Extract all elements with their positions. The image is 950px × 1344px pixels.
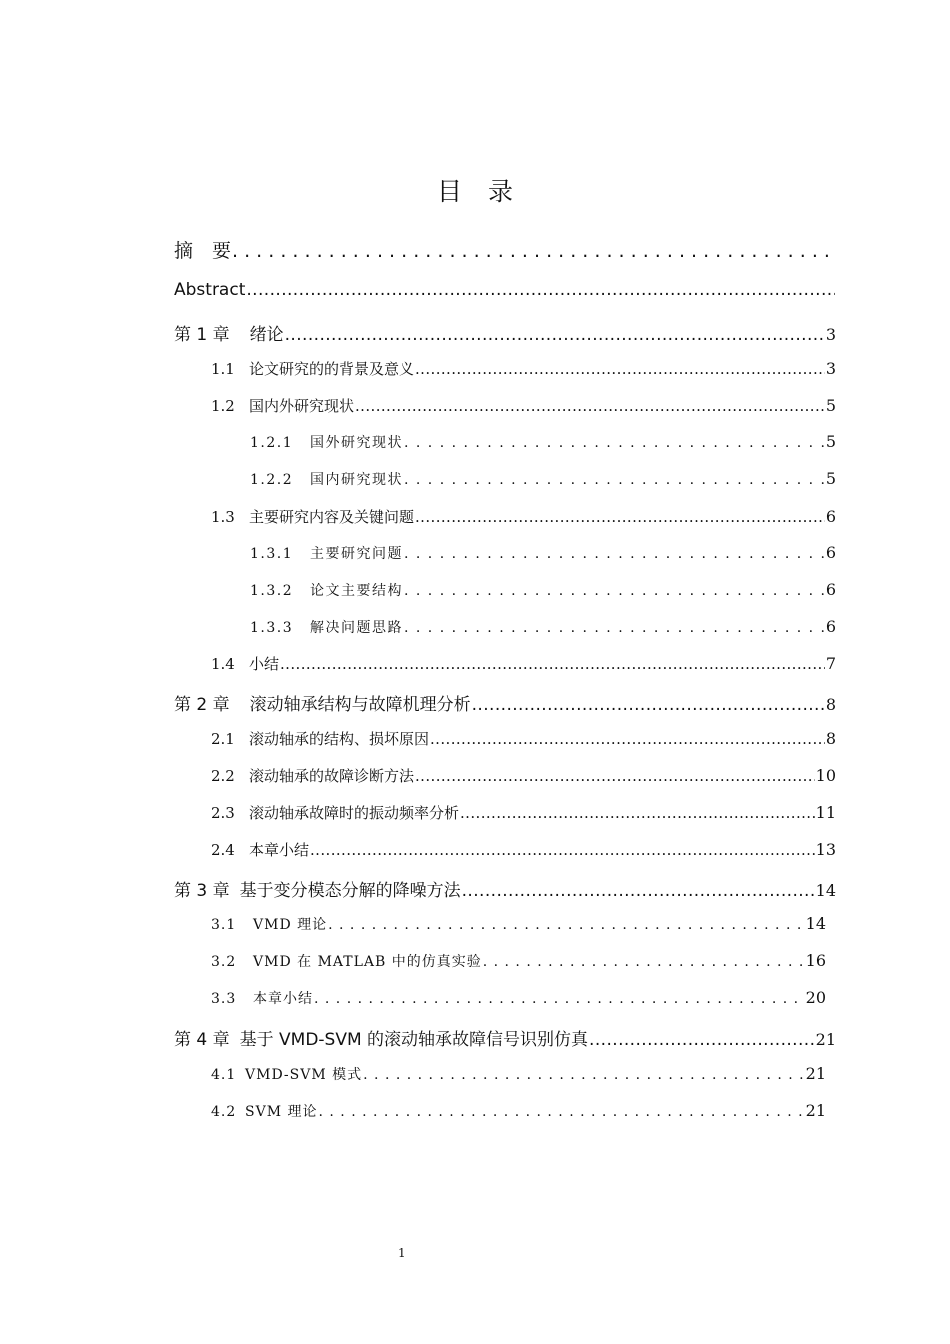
section-number: 4.1 <box>211 1067 237 1083</box>
subsection-title: 论文主要结构 <box>310 583 403 599</box>
section-number: 1.3 <box>211 508 235 526</box>
toc-entry-page: 21 <box>815 1030 836 1049</box>
toc-entry-page: 3 <box>825 325 836 344</box>
toc-entry-page: 6 <box>825 580 836 599</box>
toc-entry-page: 8 <box>825 729 836 748</box>
section-number: 2.2 <box>211 767 235 785</box>
dot-leader <box>404 435 825 451</box>
toc-entry-chapter-2[interactable] <box>174 690 836 715</box>
toc-entry-chapter-1[interactable] <box>174 320 836 345</box>
dot-leader <box>319 1104 805 1120</box>
chapter-number: 第 2 章 <box>174 695 230 715</box>
toc-entry-3-2[interactable] <box>211 951 826 971</box>
toc-entry-page: 6 <box>825 507 836 526</box>
toc-entry-page: 3 <box>825 359 836 378</box>
dot-leader <box>483 954 805 970</box>
dot-leader <box>472 695 825 715</box>
subsection-number: 1.3.1 <box>250 546 294 562</box>
section-number: 3.1 <box>211 917 237 933</box>
toc-entry-page: 16 <box>805 951 826 970</box>
section-title: VMD 理论 <box>253 917 328 933</box>
subsection-title: 主要研究问题 <box>310 546 403 562</box>
section-title: SVM 理论 <box>245 1104 318 1120</box>
toc-entry-3-1[interactable] <box>211 914 826 934</box>
toc-entry-1-3-2[interactable] <box>250 580 836 600</box>
section-title: 本章小结 <box>253 991 313 1007</box>
toc-entry-1-3[interactable] <box>211 506 836 527</box>
dot-leader <box>430 730 825 748</box>
section-title: 主要研究内容及关键问题 <box>249 508 415 526</box>
toc-entry-page: 21 <box>805 1064 826 1083</box>
chapter-title: 基于 VMD-SVM 的滚动轴承故障信号识别仿真 <box>239 1030 589 1050</box>
dot-leader <box>404 472 825 488</box>
toc-entry-page: 5 <box>825 396 836 415</box>
toc-entry-label: Abstract <box>174 280 246 300</box>
chapter-title: 基于变分模态分解的降噪方法 <box>239 881 461 901</box>
chapter-number: 第 1 章 <box>174 325 230 345</box>
toc-entry-3-3[interactable] <box>211 988 826 1008</box>
toc-entry-2-3[interactable] <box>211 802 836 823</box>
toc-entry-1-2-2[interactable] <box>250 469 836 489</box>
page-title-char-1: 目 <box>436 177 462 206</box>
section-number: 2.3 <box>211 804 235 822</box>
subsection-number: 1.3.2 <box>250 583 294 599</box>
subsection-number: 1.2.2 <box>250 472 294 488</box>
toc-entry-2-2[interactable] <box>211 765 836 786</box>
toc-entry-1-3-1[interactable] <box>250 543 836 563</box>
dot-leader <box>280 655 825 673</box>
toc-entry-abstract-en[interactable] <box>174 280 836 300</box>
subsection-number: 1.2.1 <box>250 435 294 451</box>
toc-entry-page: 20 <box>805 988 826 1007</box>
subsection-number: 1.3.3 <box>250 620 294 636</box>
toc-entry-2-4[interactable] <box>211 839 836 860</box>
toc-entry-page: 14 <box>805 914 826 933</box>
section-title: 本章小结 <box>249 841 310 859</box>
toc-entry-page: 10 <box>815 766 836 785</box>
toc-entry-page: 13 <box>815 840 836 859</box>
dot-leader <box>404 620 825 636</box>
subsection-title: 国外研究现状 <box>310 435 403 451</box>
toc-entry-page: 5 <box>825 469 836 488</box>
toc-entry-1-4[interactable] <box>211 653 836 674</box>
page-title-char-2: 录 <box>488 177 514 206</box>
dot-leader <box>415 767 815 785</box>
section-number: 1.1 <box>211 360 235 378</box>
toc-entry-page: 8 <box>825 695 836 714</box>
section-number: 1.2 <box>211 397 235 415</box>
toc-entry-page: 21 <box>805 1101 826 1120</box>
subsection-title: 国内研究现状 <box>310 472 403 488</box>
toc-entry-page: 6 <box>825 543 836 562</box>
dot-leader <box>314 991 805 1007</box>
dot-leader <box>404 583 825 599</box>
toc-entry-label: 摘 要 <box>174 240 232 262</box>
toc-entry-1-1[interactable] <box>211 358 836 379</box>
toc-entry-4-2[interactable] <box>211 1101 826 1121</box>
toc-entry-1-3-3[interactable] <box>250 617 836 637</box>
toc-entry-page: 7 <box>825 654 836 673</box>
dot-leader <box>285 325 825 345</box>
dot-leader <box>460 804 815 822</box>
section-number: 3.3 <box>211 991 237 1007</box>
toc-entry-4-1[interactable] <box>211 1064 826 1084</box>
dot-leader <box>462 881 815 901</box>
dot-leader <box>355 397 825 415</box>
section-number: 4.2 <box>211 1104 237 1120</box>
toc-entry-page: 14 <box>815 881 836 900</box>
toc-entry-page: 6 <box>825 617 836 636</box>
chapter-number: 第 3 章 <box>174 881 230 901</box>
section-number: 3.2 <box>211 954 237 970</box>
dot-leader <box>415 508 825 526</box>
dot-leader <box>310 841 815 859</box>
section-title: 小结 <box>249 655 280 673</box>
dot-leader <box>246 280 835 300</box>
section-title: 滚动轴承的结构、损坏原因 <box>249 730 430 748</box>
section-title: 论文研究的的背景及意义 <box>249 360 415 378</box>
section-title: VMD 在 MATLAB 中的仿真实验 <box>253 954 482 970</box>
section-title: 滚动轴承的故障诊断方法 <box>249 767 415 785</box>
toc-entry-1-2[interactable] <box>211 395 836 416</box>
dot-leader <box>404 546 825 562</box>
dot-leader <box>415 360 825 378</box>
section-title: 滚动轴承故障时的振动频率分析 <box>249 804 460 822</box>
section-number: 1.4 <box>211 655 235 673</box>
toc-entry-page: 5 <box>825 432 836 451</box>
toc-entry-chapter-4[interactable] <box>174 1025 836 1050</box>
toc-entry-2-1[interactable] <box>211 728 836 749</box>
page-number-footer: 1 <box>398 1246 406 1260</box>
chapter-title: 滚动轴承结构与故障机理分析 <box>249 695 471 715</box>
section-title: VMD-SVM 模式 <box>245 1067 363 1083</box>
toc-entry-1-2-1[interactable] <box>250 432 836 452</box>
page-title <box>0 172 950 208</box>
dot-leader <box>363 1067 804 1083</box>
chapter-title: 绪论 <box>249 325 284 345</box>
toc-entry-chapter-3[interactable] <box>174 876 836 901</box>
dot-leader <box>328 917 805 933</box>
subsection-title: 解决问题思路 <box>310 620 403 636</box>
toc-entry-abstract-cn[interactable] <box>174 236 836 263</box>
dot-leader <box>589 1030 815 1050</box>
chapter-number: 第 4 章 <box>174 1030 230 1050</box>
section-number: 2.4 <box>211 841 235 859</box>
section-title: 国内外研究现状 <box>249 397 355 415</box>
dot-leader <box>232 240 835 262</box>
section-number: 2.1 <box>211 730 235 748</box>
toc-entry-page: 11 <box>815 803 836 822</box>
